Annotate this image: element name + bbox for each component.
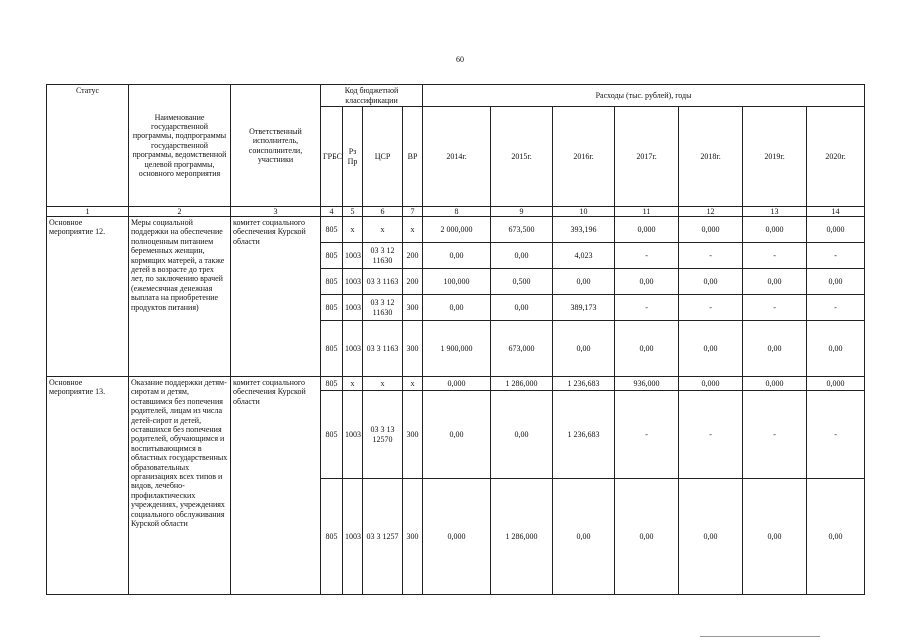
cell-grbs: 805 <box>321 391 343 479</box>
cell-value: 0,00 <box>423 391 491 479</box>
header-year: 2020г. <box>807 107 865 207</box>
cell-grbs: 805 <box>321 479 343 595</box>
cell-value: 0,000 <box>615 217 679 243</box>
cell-value: 0,000 <box>807 217 865 243</box>
table-row <box>47 217 865 243</box>
cell-rzpr: х <box>343 217 363 243</box>
cell-value: - <box>679 243 743 269</box>
cell-value: 0,00 <box>615 269 679 295</box>
row-executor: комитет социального обеспечения Курской области <box>231 217 321 377</box>
cell-vr: х <box>403 377 423 391</box>
column-number: 12 <box>679 207 743 217</box>
cell-value: 1 286,000 <box>491 479 553 595</box>
column-number: 8 <box>423 207 491 217</box>
column-number: 7 <box>403 207 423 217</box>
table-row <box>47 377 865 391</box>
cell-value: 936,000 <box>615 377 679 391</box>
cell-rzpr: 1003 <box>343 243 363 269</box>
cell-value: 0,00 <box>615 321 679 377</box>
cell-value: 1 286,000 <box>491 377 553 391</box>
cell-value: 0,00 <box>553 321 615 377</box>
header-year: 2014г. <box>423 107 491 207</box>
column-number-row <box>47 207 865 217</box>
header-executor: Ответственный исполнитель, соисполнители, участники <box>231 85 321 207</box>
cell-value: 673,500 <box>491 217 553 243</box>
cell-value: 0,000 <box>423 479 491 595</box>
header-name: Наименование государственной программы, подпрограммы государственной программы, ведомственной целевой программы, основного мероприятия <box>129 85 231 207</box>
cell-vr: 300 <box>403 321 423 377</box>
row-executor: комитет социального обеспечения Курской области <box>231 377 321 595</box>
cell-value: 0,000 <box>423 377 491 391</box>
cell-grbs: 805 <box>321 295 343 321</box>
cell-csr: 03 3 1163 <box>363 269 403 295</box>
cell-value: - <box>807 295 865 321</box>
cell-value: 0,00 <box>553 479 615 595</box>
column-number: 4 <box>321 207 343 217</box>
cell-value: - <box>807 391 865 479</box>
cell-value: - <box>679 295 743 321</box>
header-year: 2019г. <box>743 107 807 207</box>
budget-table <box>46 84 865 595</box>
cell-value: - <box>807 243 865 269</box>
column-number: 5 <box>343 207 363 217</box>
cell-value: 1 900,000 <box>423 321 491 377</box>
header-expenses: Расходы (тыс. рублей), годы <box>423 85 865 107</box>
header-csr: ЦСР <box>363 107 403 207</box>
scan-edge-line <box>700 636 820 637</box>
column-number: 13 <box>743 207 807 217</box>
column-number: 3 <box>231 207 321 217</box>
cell-value: 0,00 <box>743 269 807 295</box>
cell-value: 0,00 <box>491 391 553 479</box>
row-name: Оказание поддержки детям-сиротам и детям, оставшимся без попечения родителей, лицам из числа детей-сирот и детей, оставшихся без попечения родителей, обучающимся и воспитывающимся в областных государственных образовательных организациях всех типов и видов, лечебно-профилактических учреждениях, учреждениях социального обслуживания Курской области <box>129 377 231 595</box>
cell-value: 0,00 <box>807 479 865 595</box>
cell-value: 0,000 <box>679 217 743 243</box>
cell-rzpr: 1003 <box>343 269 363 295</box>
header-grbs: ГРБС <box>321 107 343 207</box>
header-year: 2018г. <box>679 107 743 207</box>
cell-value: 100,000 <box>423 269 491 295</box>
cell-vr: 300 <box>403 295 423 321</box>
cell-csr: 03 3 1257 <box>363 479 403 595</box>
cell-value: 0,00 <box>679 321 743 377</box>
cell-value: 1 236,683 <box>553 391 615 479</box>
cell-rzpr: х <box>343 377 363 391</box>
row-status: Основное мероприятие 12. <box>47 217 129 377</box>
cell-csr: 03 3 13 12570 <box>363 391 403 479</box>
cell-csr: 03 3 12 11630 <box>363 295 403 321</box>
cell-value: 0,00 <box>743 321 807 377</box>
cell-csr: х <box>363 377 403 391</box>
header-vr: ВР <box>403 107 423 207</box>
cell-value: 0,00 <box>423 243 491 269</box>
cell-grbs: 805 <box>321 217 343 243</box>
cell-rzpr: 1003 <box>343 479 363 595</box>
cell-value: 0,00 <box>807 269 865 295</box>
header-status: Статус <box>47 85 129 207</box>
cell-value: - <box>615 391 679 479</box>
cell-value: 0,00 <box>679 269 743 295</box>
cell-vr: 300 <box>403 479 423 595</box>
cell-value: 0,000 <box>743 377 807 391</box>
cell-value: - <box>679 391 743 479</box>
header-budget-code: Код бюджетной классификации <box>321 85 423 107</box>
column-number: 1 <box>47 207 129 217</box>
cell-value: 1 236,683 <box>553 377 615 391</box>
header-rzpr: Рз Пр <box>343 107 363 207</box>
cell-value: 0,500 <box>491 269 553 295</box>
cell-vr: 200 <box>403 269 423 295</box>
cell-value: 0,000 <box>807 377 865 391</box>
cell-grbs: 805 <box>321 321 343 377</box>
row-status: Основное мероприятие 13. <box>47 377 129 595</box>
cell-rzpr: 1003 <box>343 321 363 377</box>
cell-value: 0,00 <box>743 479 807 595</box>
cell-value: 0,00 <box>807 321 865 377</box>
cell-rzpr: 1003 <box>343 391 363 479</box>
cell-value: - <box>743 295 807 321</box>
column-number: 6 <box>363 207 403 217</box>
cell-value: 0,000 <box>679 377 743 391</box>
cell-vr: 300 <box>403 391 423 479</box>
cell-value: 393,196 <box>553 217 615 243</box>
column-number: 14 <box>807 207 865 217</box>
cell-value: 0,00 <box>423 295 491 321</box>
column-number: 9 <box>491 207 553 217</box>
cell-value: - <box>615 243 679 269</box>
cell-rzpr: 1003 <box>343 295 363 321</box>
cell-grbs: 805 <box>321 377 343 391</box>
cell-value: 0,00 <box>491 243 553 269</box>
cell-value: 0,00 <box>491 295 553 321</box>
cell-value: 0,00 <box>553 269 615 295</box>
cell-value: 4,023 <box>553 243 615 269</box>
header-year: 2017г. <box>615 107 679 207</box>
page-number: 60 <box>456 55 464 64</box>
cell-csr: 03 3 1163 <box>363 321 403 377</box>
header-year: 2016г. <box>553 107 615 207</box>
row-name: Меры социальной поддержки на обеспечение полноценным питанием беременных женщин, кормящих матерей, а также детей в возрасте до трех лет, по заключению врачей (ежемесячная денежная выплата на приобретение продуктов питания) <box>129 217 231 377</box>
header-year: 2015г. <box>491 107 553 207</box>
cell-value: 0,00 <box>679 479 743 595</box>
cell-grbs: 805 <box>321 269 343 295</box>
cell-value: 389,173 <box>553 295 615 321</box>
column-number: 10 <box>553 207 615 217</box>
cell-csr: х <box>363 217 403 243</box>
cell-grbs: 805 <box>321 243 343 269</box>
cell-value: 673,000 <box>491 321 553 377</box>
cell-value: - <box>615 295 679 321</box>
cell-value: 0,00 <box>615 479 679 595</box>
cell-value: - <box>743 243 807 269</box>
column-number: 2 <box>129 207 231 217</box>
cell-vr: х <box>403 217 423 243</box>
cell-vr: 200 <box>403 243 423 269</box>
cell-value: 2 000,000 <box>423 217 491 243</box>
cell-value: 0,000 <box>743 217 807 243</box>
cell-csr: 03 3 12 11630 <box>363 243 403 269</box>
cell-value: - <box>743 391 807 479</box>
column-number: 11 <box>615 207 679 217</box>
